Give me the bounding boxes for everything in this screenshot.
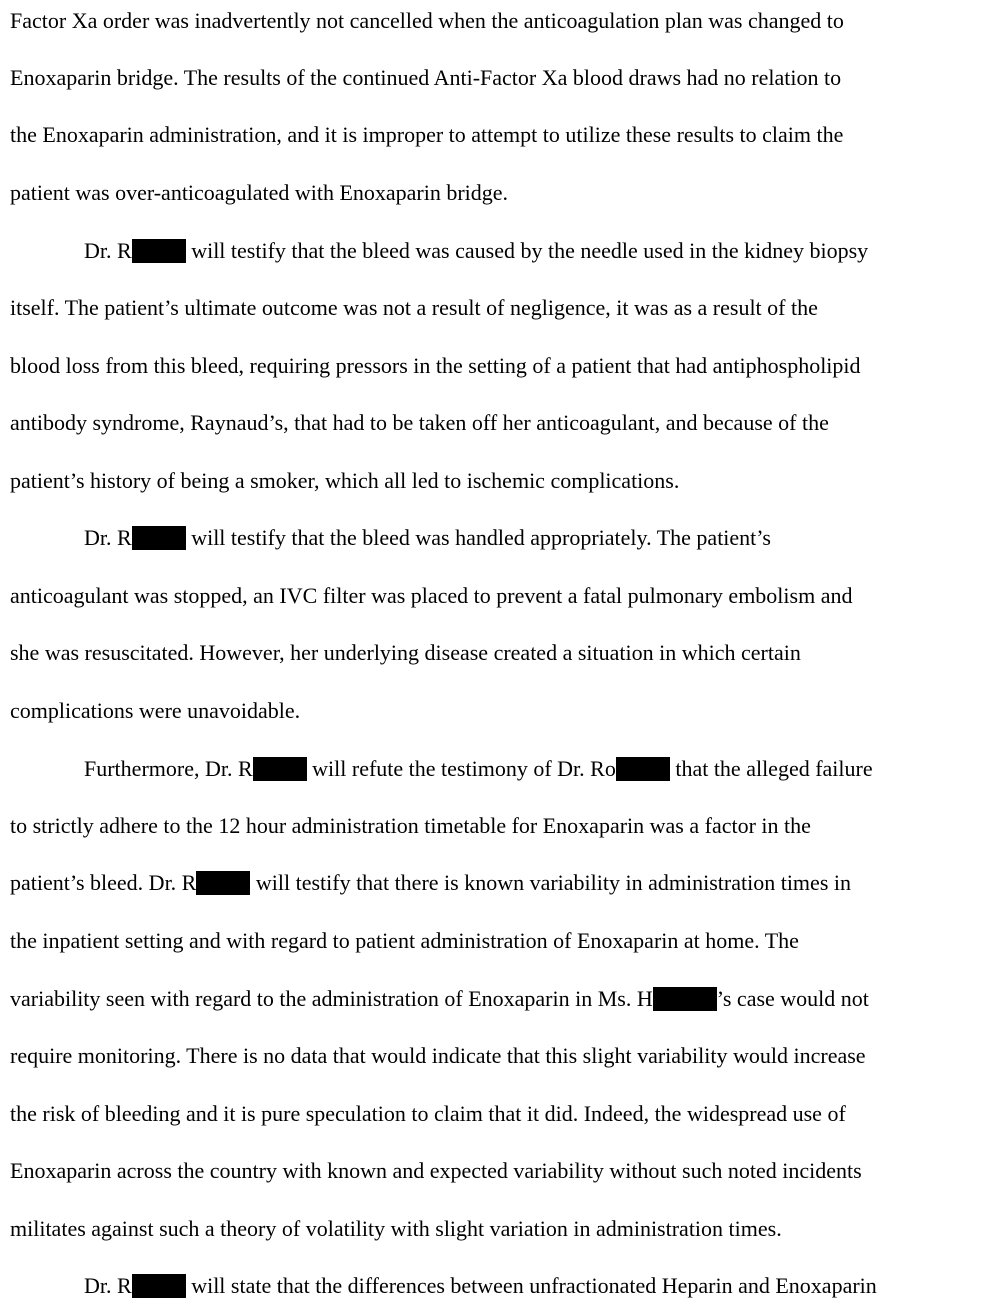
text-line: itself. The patient’s ultimate outcome was not a result of negligence, it was as a result of the bbox=[10, 295, 818, 320]
text-line: Enoxaparin bridge. The results of the continued Anti-Factor Xa blood draws had no relation to bbox=[10, 65, 842, 90]
redaction-box bbox=[132, 239, 186, 263]
redaction-box bbox=[653, 987, 717, 1011]
text-line: complications were unavoidable. bbox=[10, 698, 301, 723]
line-text: Dr. R bbox=[84, 525, 132, 550]
text-line: the risk of bleeding and it is pure speculation to claim that it did. Indeed, the widespread use of bbox=[10, 1101, 846, 1126]
line-text: will testify that there is known variability in administration times in bbox=[250, 870, 851, 895]
text-line: patient’s history of being a smoker, which all led to ischemic complications. bbox=[10, 468, 680, 493]
redaction-box bbox=[132, 1274, 186, 1298]
line-text: patient’s bleed. Dr. R bbox=[10, 870, 197, 895]
text-line: the inpatient setting and with regard to patient administration of Enoxaparin at home. The bbox=[10, 928, 799, 953]
redaction-box bbox=[196, 871, 250, 895]
text-line bbox=[84, 523, 771, 553]
text-line: anticoagulant was stopped, an IVC filter was placed to prevent a fatal pulmonary embolism and bbox=[10, 583, 853, 608]
text-line: she was resuscitated. However, her underlying disease created a situation in which certain bbox=[10, 640, 801, 665]
redaction-box bbox=[253, 757, 307, 781]
line-text: Furthermore, Dr. R bbox=[84, 756, 253, 781]
text-line: to strictly adhere to the 12 hour administration timetable for Enoxaparin was a factor in the bbox=[10, 813, 811, 838]
text-line bbox=[84, 1271, 877, 1301]
line-text: will testify that the bleed was caused by the needle used in the kidney biopsy bbox=[185, 238, 869, 263]
line-text: will testify that the bleed was handled appropriately. The patient’s bbox=[185, 525, 771, 550]
text-line: the Enoxaparin administration, and it is improper to attempt to utilize these results to claim the bbox=[10, 122, 844, 147]
text-line: antibody syndrome, Raynaud’s, that had to be taken off her anticoagulant, and because of the bbox=[10, 410, 829, 435]
text-line: require monitoring. There is no data that would indicate that this slight variability would increase bbox=[10, 1043, 866, 1068]
line-text: that the alleged failure bbox=[669, 756, 873, 781]
redaction-box bbox=[132, 526, 186, 550]
line-text: will state that the differences between unfractionated Heparin and Enoxaparin bbox=[185, 1273, 877, 1298]
text-line: Factor Xa order was inadvertently not cancelled when the anticoagulation plan was changed to bbox=[10, 8, 844, 33]
text-line: patient was over-anticoagulated with Enoxaparin bridge. bbox=[10, 180, 509, 205]
line-text: variability seen with regard to the administration of Enoxaparin in Ms. H bbox=[10, 986, 653, 1011]
text-line: Enoxaparin across the country with known and expected variability without such noted incidents bbox=[10, 1158, 862, 1183]
line-text: Dr. R bbox=[84, 238, 132, 263]
line-text: will refute the testimony of Dr. Ro bbox=[306, 756, 616, 781]
text-line bbox=[84, 236, 868, 266]
text-line: militates against such a theory of volatility with slight variation in administration times. bbox=[10, 1216, 782, 1241]
line-text: Dr. R bbox=[84, 1273, 132, 1298]
line-text: ’s case would not bbox=[716, 986, 869, 1011]
redaction-box bbox=[616, 757, 670, 781]
text-line bbox=[10, 868, 851, 898]
text-line: blood loss from this bleed, requiring pressors in the setting of a patient that had antiphospholipid bbox=[10, 353, 861, 378]
text-line bbox=[10, 984, 869, 1014]
text-line bbox=[84, 754, 873, 784]
